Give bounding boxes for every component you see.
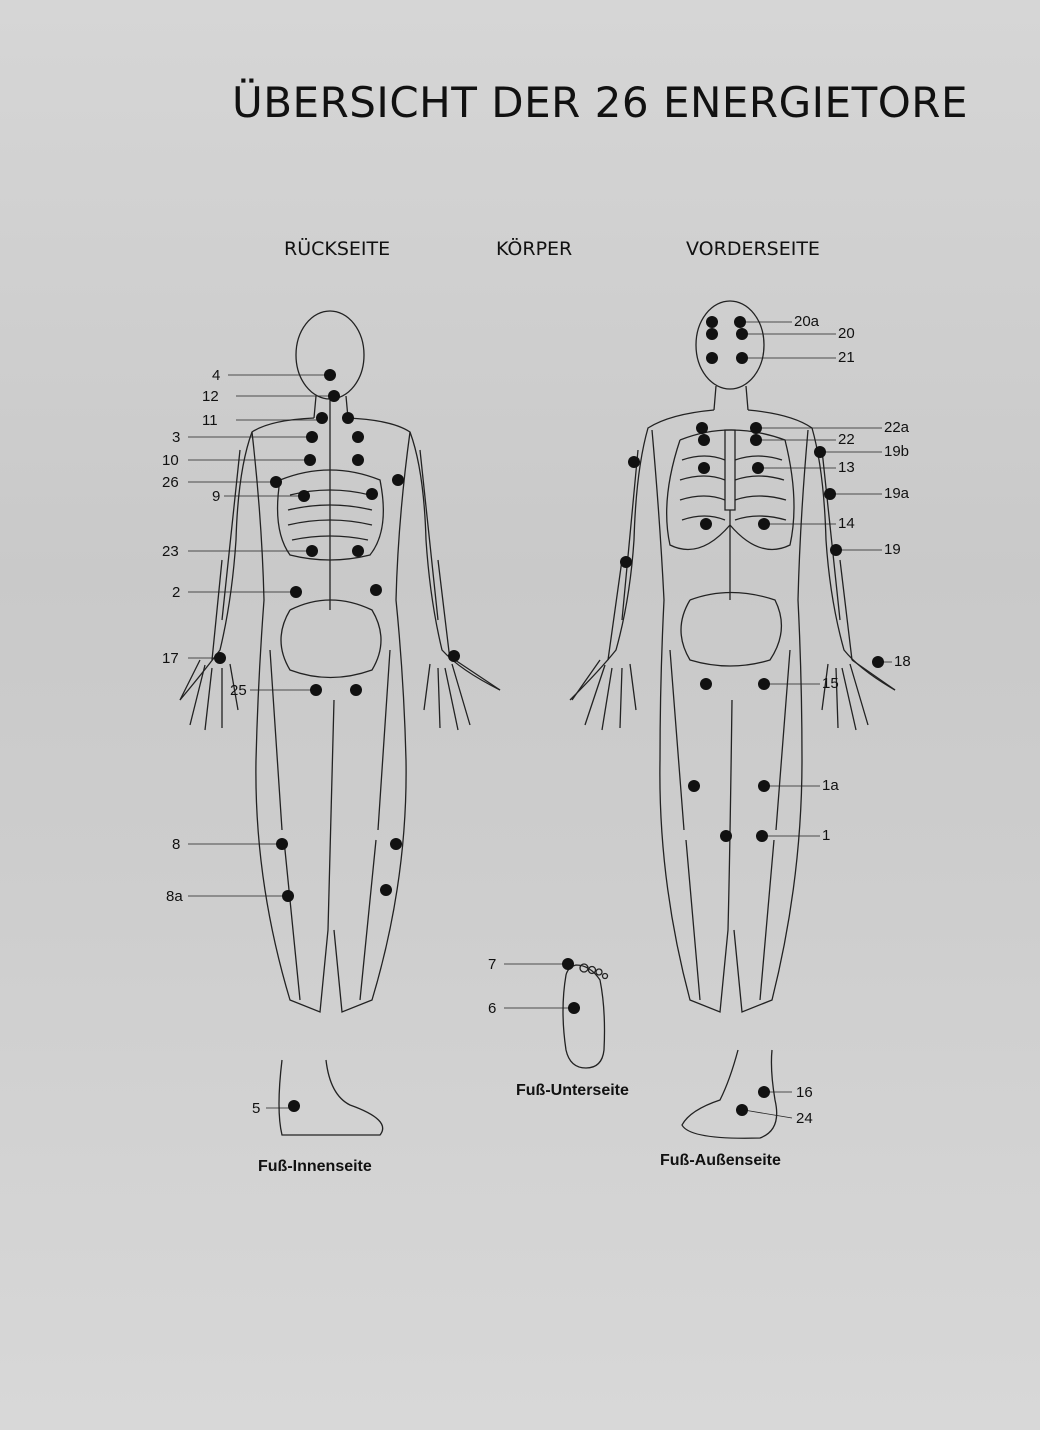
label-9: 9 (212, 488, 221, 505)
label-17: 17 (162, 650, 179, 667)
energy-gate-markers (214, 316, 884, 1116)
label-5: 5 (252, 1100, 261, 1117)
label-6: 6 (488, 1000, 497, 1017)
front-figure (570, 301, 895, 1138)
label-19b: 19b (884, 443, 910, 460)
energy-gate-icon (214, 316, 884, 1116)
label-4: 4 (212, 367, 221, 384)
heading-body: KÖRPER (496, 238, 573, 260)
label-8: 8 (172, 836, 181, 853)
caption-foot-under: Fuß-Unterseite (516, 1082, 629, 1099)
label-1a: 1a (822, 777, 839, 794)
label-25: 25 (230, 682, 247, 699)
label-22a: 22a (884, 419, 910, 436)
front-leaders (742, 322, 892, 836)
label-19a: 19a (884, 485, 910, 502)
back-labels (162, 367, 247, 905)
caption-foot-outer: Fuß-Außenseite (660, 1152, 781, 1169)
label-24: 24 (796, 1110, 813, 1127)
heading-back: RÜCKSEITE (284, 238, 391, 260)
label-20a: 20a (794, 313, 820, 330)
label-22: 22 (838, 431, 855, 448)
label-20: 20 (838, 325, 855, 342)
foot-sole (563, 964, 608, 1068)
label-11: 11 (202, 412, 218, 429)
label-10: 10 (162, 452, 179, 469)
back-leaders (188, 375, 330, 896)
front-labels (794, 313, 911, 844)
label-15: 15 (822, 675, 839, 692)
back-figure (180, 311, 500, 1135)
label-26: 26 (162, 474, 179, 491)
label-18: 18 (894, 653, 911, 670)
label-21: 21 (838, 349, 855, 366)
heading-front: VORDERSEITE (686, 238, 820, 260)
caption-foot-inner: Fuß-Innenseite (258, 1158, 372, 1175)
label-1: 1 (822, 827, 831, 844)
label-3: 3 (172, 429, 181, 446)
label-7: 7 (488, 956, 497, 973)
label-14: 14 (838, 515, 855, 532)
label-16: 16 (796, 1084, 813, 1101)
label-8a: 8a (166, 888, 183, 905)
foot-labels (252, 956, 813, 1127)
label-19: 19 (884, 541, 901, 558)
label-23: 23 (162, 543, 179, 560)
label-13: 13 (838, 459, 855, 476)
label-2: 2 (172, 584, 181, 601)
label-12: 12 (202, 388, 219, 405)
page-title: ÜBERSICHT DER 26 ENERGIETORE (232, 78, 969, 127)
